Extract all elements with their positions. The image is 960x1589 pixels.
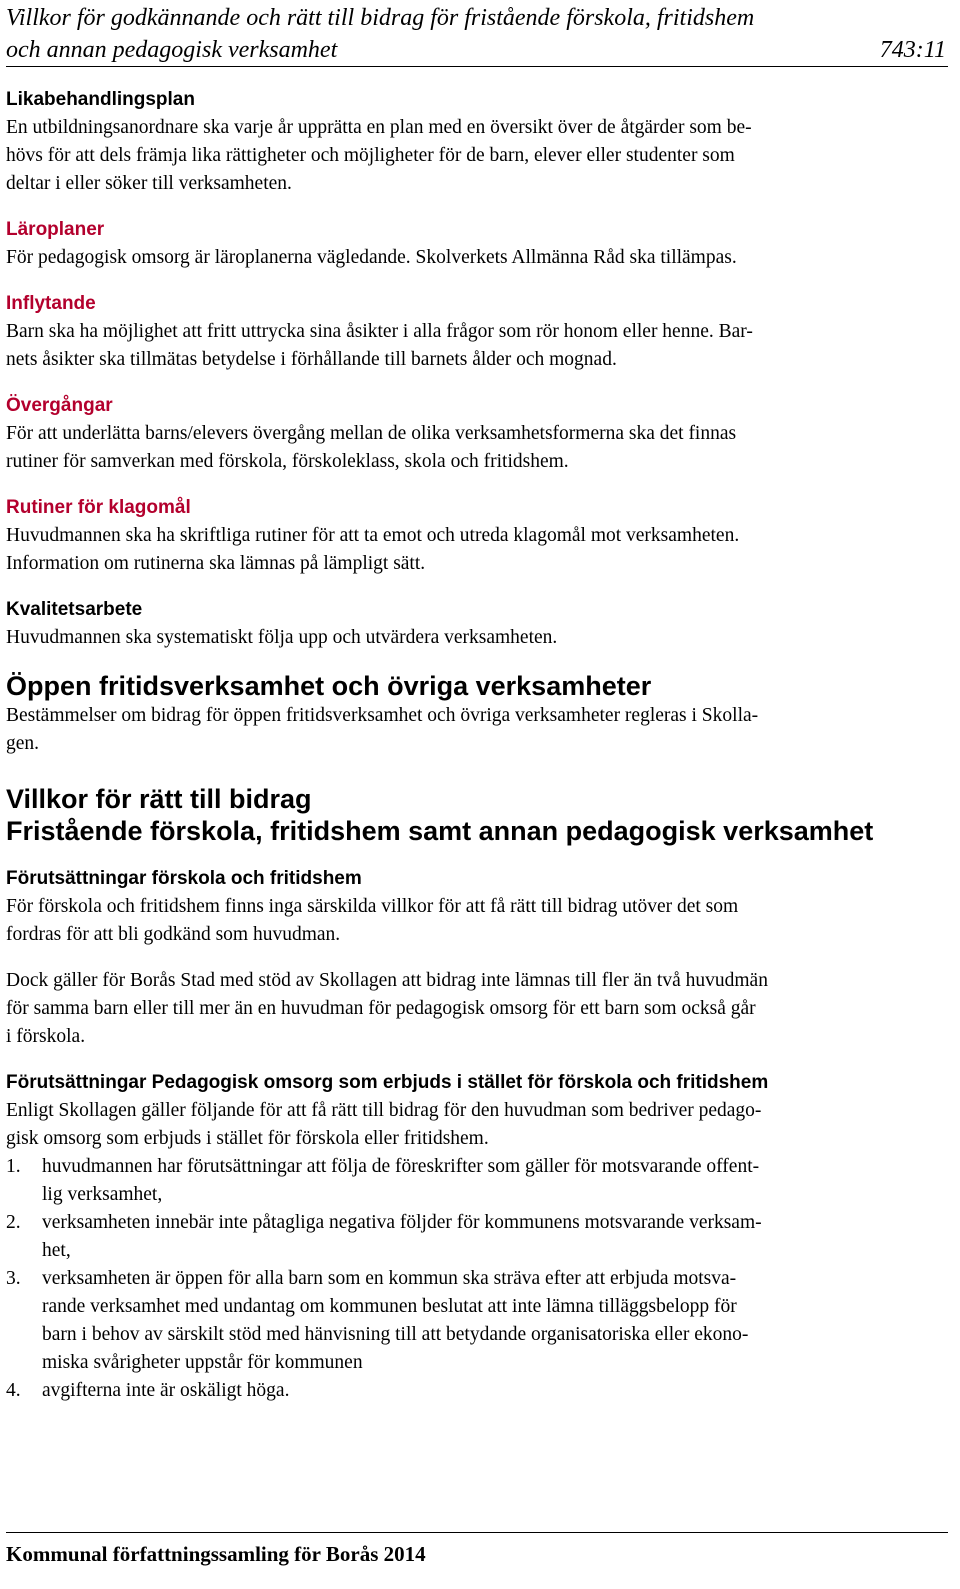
paragraph-line: För förskola och fritidshem finns inga särskilda villkor för att få rätt till bidrag utöver det som — [6, 896, 739, 917]
heading-forutsattningar-forskola: Förutsättningar förskola och fritidshem — [6, 868, 362, 889]
document-body — [6, 86, 948, 1405]
paragraph-line: i förskola. — [6, 1026, 86, 1047]
list-item — [6, 1377, 948, 1405]
heading-klagomal: Rutiner för klagomål — [6, 497, 191, 518]
header-rule — [6, 66, 948, 67]
paragraph-line: För att underlätta barns/elevers övergång mellan de olika verksamhetsformerna ska det finnas — [6, 423, 737, 444]
paragraph-line: gisk omsorg som erbjuds i stället för förskola eller fritidshem. — [6, 1128, 489, 1149]
list-number: 1. — [6, 1156, 21, 1177]
paragraph-line: Information om rutinerna ska lämnas på lämpligt sätt. — [6, 553, 426, 574]
paragraph-line: fordras för att bli godkänd som huvudman. — [6, 924, 341, 945]
paragraph-line: För pedagogisk omsorg är läroplanerna vägledande. Skolverkets Allmänna Råd ska tillämpas. — [6, 247, 737, 268]
list-number: 3. — [6, 1268, 21, 1289]
paragraph-line: Huvudmannen ska ha skriftliga rutiner för att ta emot och utreda klagomål mot verksamheten. — [6, 525, 740, 546]
running-footer: Kommunal författningssamling för Borås 2014 — [6, 1542, 426, 1566]
paragraph-line: nets åsikter ska tillmätas betydelse i förhållande till barnets ålder och mognad. — [6, 349, 617, 370]
heading-villkor-line-1: Villkor för rätt till bidrag — [6, 784, 312, 814]
list-item-line: huvudmannen har förutsättningar att följa de föreskrifter som gäller för motsvarande offent- — [42, 1156, 760, 1177]
paragraph-line: En utbildningsanordnare ska varje år upprätta en plan med en översikt över de åtgärder som be- — [6, 117, 752, 138]
heading-kvalitetsarbete: Kvalitetsarbete — [6, 599, 143, 620]
page-number: 743:11 — [879, 37, 946, 63]
paragraph-line: för samma barn eller till mer än en huvudman för pedagogisk omsorg för ett barn som också går — [6, 998, 756, 1019]
header-title-line-1: Villkor för godkännande och rätt till bidrag för fristående förskola, fritidshem — [6, 5, 755, 31]
list-item-line: rande verksamhet med undantag om kommunen beslutat att inte lämna tilläggsbelopp för — [42, 1296, 737, 1317]
heading-likabehandlingsplan: Likabehandlingsplan — [6, 89, 195, 110]
heading-forutsattningar-omsorg: Förutsättningar Pedagogisk omsorg som erbjuds i stället för förskola och fritidshem — [6, 1072, 769, 1093]
list-item-line: lig verksamhet, — [42, 1184, 163, 1205]
list-item — [6, 1265, 948, 1377]
paragraph-line: Huvudmannen ska systematiskt följa upp och utvärdera verksamheten. — [6, 627, 558, 648]
list-item-line: het, — [42, 1240, 71, 1261]
paragraph-line: hövs för att dels främja lika rättigheter och möjligheter för de barn, elever eller studenter som — [6, 145, 735, 166]
paragraph-line: gen. — [6, 733, 40, 754]
list-number: 4. — [6, 1380, 21, 1401]
running-header — [6, 2, 948, 68]
paragraph-line: Bestämmelser om bidrag för öppen fritidsverksamhet och övriga verksamheter regleras i Skolla- — [6, 705, 759, 726]
list-item-line: verksamheten innebär inte påtagliga negativa följder för kommunens motsvarande verksam- — [42, 1212, 762, 1233]
paragraph-line: Dock gäller för Borås Stad med stöd av Skollagen att bidrag inte lämnas till fler än två huvudmän — [6, 970, 768, 991]
footer-rule — [6, 1532, 948, 1533]
paragraph-line: Barn ska ha möjlighet att fritt uttrycka sina åsikter i alla frågor som rör honom eller henne. Bar- — [6, 321, 753, 342]
document-page — [6, 0, 948, 1566]
heading-villkor-line-2: Fristående förskola, fritidshem samt annan pedagogisk verksamhet — [6, 816, 874, 846]
list-item-line: avgifterna inte är oskäligt höga. — [42, 1380, 290, 1401]
conditions-list — [6, 1153, 948, 1405]
list-item-line: verksamheten är öppen för alla barn som en kommun ska sträva efter att erbjuda motsva- — [42, 1268, 737, 1289]
heading-laroplaner: Läroplaner — [6, 219, 105, 240]
paragraph-line: Enligt Skollagen gäller följande för att få rätt till bidrag för den huvudman som bedriver pedago- — [6, 1100, 762, 1121]
list-item — [6, 1209, 948, 1265]
heading-inflytande: Inflytande — [6, 293, 96, 314]
list-item-line: miska svårigheter uppstår för kommunen — [42, 1352, 363, 1373]
paragraph-line: rutiner för samverkan med förskola, förskoleklass, skola och fritidshem. — [6, 451, 569, 472]
heading-oppen-fritidsverksamhet: Öppen fritidsverksamhet och övriga verksamheter — [6, 671, 652, 701]
list-number: 2. — [6, 1212, 21, 1233]
list-item-line: barn i behov av särskilt stöd med hänvisning till att betydande organisatoriska eller ekono- — [42, 1324, 749, 1345]
heading-overgangar: Övergångar — [6, 395, 113, 416]
paragraph-line: deltar i eller söker till verksamheten. — [6, 173, 292, 194]
header-title-line-2: och annan pedagogisk verksamhet — [6, 37, 338, 63]
list-item — [6, 1153, 948, 1209]
